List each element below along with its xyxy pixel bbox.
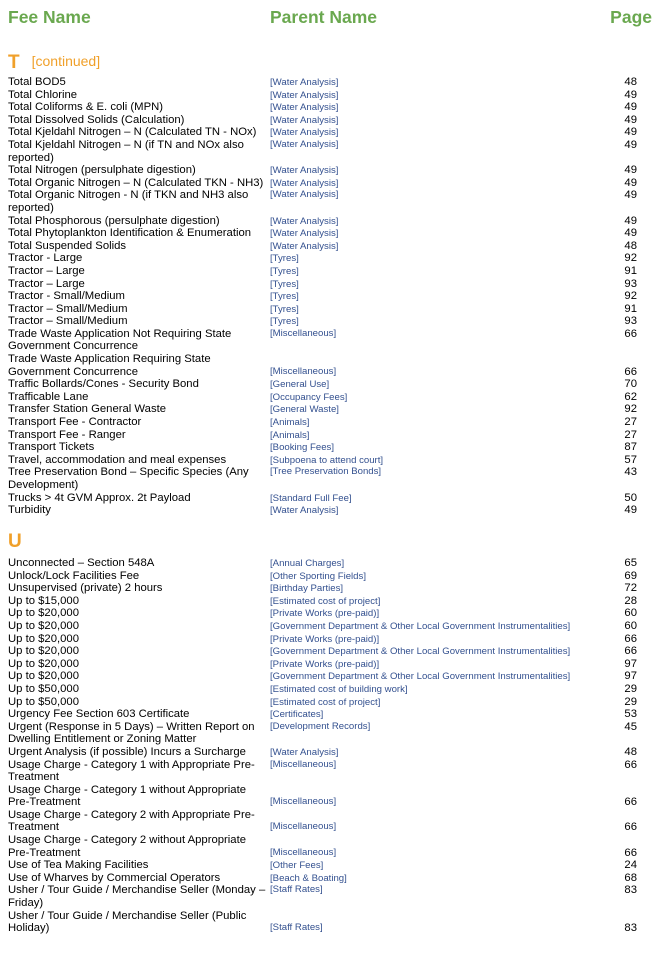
- fee-name: Total Organic Nitrogen – N (Calculated TKN - NH3): [8, 176, 264, 189]
- table-row: [0, 466, 670, 491]
- fee-name: Urgent Analysis (if possible) Incurs a Surcharge: [8, 745, 246, 758]
- page-number: 49: [624, 189, 637, 202]
- fee-name: Traffic Bollards/Cones - Security Bond: [8, 378, 199, 391]
- fee-name: Up to $20,000: [8, 632, 79, 645]
- table-row: [0, 416, 670, 429]
- fee-name: Up to $20,000: [8, 645, 79, 658]
- parent-name: [Private Works (pre-paid)]: [270, 608, 380, 620]
- table-row: [0, 910, 670, 935]
- table-row: [0, 89, 670, 102]
- table-row: [0, 658, 670, 671]
- page-number: 49: [624, 88, 637, 101]
- parent-name: [Estimated cost of project]: [270, 595, 381, 607]
- column-header: [0, 7, 670, 31]
- parent-name: [Tyres]: [270, 278, 299, 290]
- parent-name: [Water Analysis]: [270, 189, 339, 201]
- fee-rows: [0, 557, 670, 935]
- parent-name: [Staff Rates]: [270, 884, 323, 896]
- page-number: 72: [624, 582, 637, 595]
- fee-name: Usher / Tour Guide / Merchandise Seller (Monday – Friday): [8, 884, 266, 910]
- parent-name: [Government Department & Other Local Government Instrumentalities]: [270, 646, 571, 658]
- fee-name: Usage Charge - Category 2 with Appropriate Pre-Treatment: [8, 808, 255, 834]
- table-row: [0, 227, 670, 240]
- page-number: 65: [624, 557, 637, 569]
- parent-name: [Water Analysis]: [270, 746, 339, 758]
- table-row: [0, 126, 670, 139]
- page-number: 27: [624, 428, 637, 441]
- section-letter: T: [8, 52, 20, 73]
- page-number: 48: [624, 76, 637, 88]
- page-number: 48: [624, 745, 637, 758]
- parent-name: [Tyres]: [270, 303, 299, 315]
- page-number: 43: [624, 466, 637, 479]
- parent-name: [Beach & Boating]: [270, 872, 347, 884]
- page-number: 66: [624, 327, 637, 340]
- table-row: [0, 670, 670, 683]
- page-number: 28: [624, 594, 637, 607]
- parent-name: [Miscellaneous]: [270, 796, 337, 808]
- table-row: [0, 403, 670, 416]
- page-number: 66: [624, 796, 637, 809]
- parent-name: [Miscellaneous]: [270, 758, 337, 770]
- page-number: 50: [624, 491, 637, 504]
- parent-name: [Tyres]: [270, 316, 299, 328]
- table-row: [0, 429, 670, 442]
- table-row: [0, 872, 670, 885]
- table-row: [0, 884, 670, 909]
- page-number: 62: [624, 390, 637, 403]
- table-row: [0, 595, 670, 608]
- table-row: [0, 620, 670, 633]
- fee-name: Total BOD5: [8, 76, 66, 88]
- parent-name-header: Parent Name: [270, 7, 377, 27]
- page-number: 53: [624, 708, 637, 721]
- page-number: 66: [624, 645, 637, 658]
- page-number: 66: [624, 846, 637, 859]
- page-number: 91: [624, 264, 637, 277]
- fee-name: Up to $50,000: [8, 682, 79, 695]
- fee-name: Total Dissolved Solids (Calculation): [8, 113, 185, 126]
- page-header: Page: [610, 7, 652, 27]
- fee-name: Up to $15,000: [8, 594, 79, 607]
- table-row: [0, 278, 670, 291]
- fee-name: Tractor – Large: [8, 264, 85, 277]
- table-row: [0, 557, 670, 570]
- fee-name: Up to $20,000: [8, 607, 79, 620]
- fee-name: Transport Fee - Contractor: [8, 416, 142, 429]
- section-heading: [8, 52, 100, 76]
- parent-name: [Miscellaneous]: [270, 821, 337, 833]
- page-number: 83: [624, 884, 637, 897]
- parent-name: [Miscellaneous]: [270, 846, 337, 858]
- page-number: 70: [624, 378, 637, 391]
- page-number: 29: [624, 682, 637, 695]
- fee-name: Usage Charge - Category 1 without Appropriate Pre-Treatment: [8, 783, 246, 809]
- table-row: [0, 164, 670, 177]
- page-number: 68: [624, 871, 637, 884]
- table-row: [0, 645, 670, 658]
- table-row: [0, 746, 670, 759]
- table-row: [0, 834, 670, 859]
- fee-name: Travel, accommodation and meal expenses: [8, 453, 227, 466]
- table-row: [0, 139, 670, 164]
- table-row: [0, 177, 670, 190]
- fee-name: Usage Charge - Category 2 without Appropriate Pre-Treatment: [8, 834, 246, 859]
- fee-name: Tractor – Large: [8, 277, 85, 290]
- page-number: 83: [624, 922, 637, 935]
- page-number: 45: [624, 720, 637, 733]
- fee-rows: [0, 76, 670, 517]
- parent-name: [Water Analysis]: [270, 240, 339, 252]
- table-row: [0, 303, 670, 316]
- page-number: 91: [624, 302, 637, 315]
- page-number: 92: [624, 290, 637, 303]
- table-row: [0, 582, 670, 595]
- page-number: 49: [624, 504, 637, 517]
- parent-name: [Other Fees]: [270, 860, 324, 872]
- fee-name: Usage Charge - Category 1 with Appropriate Pre-Treatment: [8, 758, 255, 784]
- table-row: [0, 633, 670, 646]
- page-number: 87: [624, 441, 637, 454]
- table-row: [0, 441, 670, 454]
- fee-name: Unlock/Lock Facilities Fee: [8, 569, 140, 582]
- table-row: [0, 265, 670, 278]
- page-number: 24: [624, 859, 637, 872]
- page-number: 93: [624, 315, 637, 328]
- page-number: 97: [624, 670, 637, 683]
- fee-name: Total Kjeldahl Nitrogen – N (if TN and NOx also reported): [8, 138, 244, 164]
- table-row: [0, 492, 670, 505]
- table-row: [0, 721, 670, 746]
- parent-name: [Miscellaneous]: [270, 327, 337, 339]
- fee-name: Up to $20,000: [8, 619, 79, 632]
- fee-name: Trafficable Lane: [8, 390, 89, 403]
- page-number: 93: [624, 277, 637, 290]
- parent-name: [Tyres]: [270, 265, 299, 277]
- table-row: [0, 454, 670, 467]
- parent-name: [Booking Fees]: [270, 442, 334, 454]
- page-number: 66: [624, 821, 637, 834]
- table-row: [0, 378, 670, 391]
- fee-name: Tractor – Small/Medium: [8, 302, 128, 315]
- parent-name: [Water Analysis]: [270, 177, 339, 189]
- fee-name: Urgent (Response in 5 Days) – Written Report on Dwelling Entitlement or Zoning Matter: [8, 720, 255, 746]
- parent-name: [Birthday Parties]: [270, 583, 344, 595]
- page-number: 49: [624, 113, 637, 126]
- page-number: 49: [624, 227, 637, 240]
- table-row: [0, 76, 670, 89]
- parent-name: [Other Sporting Fields]: [270, 570, 366, 582]
- parent-name: [Animals]: [270, 429, 310, 441]
- parent-name: [Water Analysis]: [270, 127, 339, 139]
- fee-name: Total Coliforms & E. coli (MPN): [8, 101, 164, 114]
- parent-name: [Water Analysis]: [270, 89, 339, 101]
- fee-name: Tree Preservation Bond – Specific Species (Any Development): [8, 466, 249, 491]
- fee-name: Total Nitrogen (persulphate digestion): [8, 164, 196, 177]
- fee-name: Total Chlorine: [8, 88, 78, 101]
- table-row: [0, 759, 670, 784]
- fee-name: Unsupervised (private) 2 hours: [8, 582, 163, 595]
- page-number: 49: [624, 164, 637, 177]
- table-row: [0, 696, 670, 709]
- page-number: 49: [624, 126, 637, 139]
- parent-name: [Tree Preservation Bonds]: [270, 466, 382, 478]
- page-number: 66: [624, 632, 637, 645]
- page-number: 60: [624, 619, 637, 632]
- parent-name: [Water Analysis]: [270, 505, 339, 517]
- fee-name: Total Phosphorous (persulphate digestion): [8, 214, 220, 227]
- fee-name: Transport Fee - Ranger: [8, 428, 126, 441]
- parent-name: [Animals]: [270, 417, 310, 429]
- page-number: 57: [624, 453, 637, 466]
- table-row: [0, 353, 670, 378]
- parent-name: [Certificates]: [270, 709, 324, 721]
- parent-name: [Private Works (pre-paid)]: [270, 633, 380, 645]
- table-row: [0, 315, 670, 328]
- parent-name: [Subpoena to attend court]: [270, 454, 384, 466]
- fee-name: Trucks > 4t GVM Approx. 2t Payload: [8, 491, 191, 504]
- fee-name-header: Fee Name: [8, 7, 91, 27]
- page-number: 97: [624, 657, 637, 670]
- parent-name: [Annual Charges]: [270, 558, 345, 569]
- page-number: 69: [624, 569, 637, 582]
- table-row: [0, 252, 670, 265]
- page-number: 49: [624, 101, 637, 114]
- table-row: [0, 240, 670, 253]
- fee-name: Urgency Fee Section 603 Certificate: [8, 708, 190, 721]
- parent-name: [Development Records]: [270, 720, 371, 732]
- fee-name: Use of Wharves by Commercial Operators: [8, 871, 221, 884]
- fee-name: Tractor - Large: [8, 252, 83, 265]
- fee-name: Trade Waste Application Requiring State Government Concurrence: [8, 353, 211, 378]
- fee-name: Total Organic Nitrogen - N (if TKN and NH3 also reported): [8, 189, 249, 214]
- page-number: 92: [624, 403, 637, 416]
- table-row: [0, 504, 670, 517]
- fee-name: Tractor - Small/Medium: [8, 290, 125, 303]
- fee-name: Total Phytoplankton Identification & Enumeration: [8, 227, 252, 240]
- table-row: [0, 290, 670, 303]
- page-number: 29: [624, 695, 637, 708]
- parent-name: [Private Works (pre-paid)]: [270, 658, 380, 670]
- fee-name: Up to $20,000: [8, 657, 79, 670]
- table-row: [0, 708, 670, 721]
- table-row: [0, 859, 670, 872]
- table-row: [0, 391, 670, 404]
- fee-name: Trade Waste Application Not Requiring State Government Concurrence: [8, 327, 232, 353]
- table-row: [0, 215, 670, 228]
- page-number: 66: [624, 365, 637, 378]
- table-row: [0, 189, 670, 214]
- table-row: [0, 784, 670, 809]
- fee-name: Up to $50,000: [8, 695, 79, 708]
- section-letter: U: [8, 531, 22, 552]
- page-number: 48: [624, 239, 637, 252]
- parent-name: [Miscellaneous]: [270, 365, 337, 377]
- parent-name: [Estimated cost of building work]: [270, 683, 408, 695]
- parent-name: [Standard Full Fee]: [270, 492, 352, 504]
- page-number: 49: [624, 138, 637, 151]
- parent-name: [Water Analysis]: [270, 114, 339, 126]
- page-number: 49: [624, 214, 637, 227]
- table-row: [0, 101, 670, 114]
- page-number: 66: [624, 758, 637, 771]
- parent-name: [Government Department & Other Local Government Instrumentalities]: [270, 671, 571, 683]
- table-row: [0, 683, 670, 696]
- page-number: 92: [624, 252, 637, 265]
- fee-name: Unconnected – Section 548A: [8, 557, 155, 569]
- parent-name: [Government Department & Other Local Government Instrumentalities]: [270, 620, 571, 632]
- table-row: [0, 607, 670, 620]
- parent-name: [Staff Rates]: [270, 922, 323, 934]
- parent-name: [Occupancy Fees]: [270, 391, 348, 403]
- section-heading: [8, 531, 22, 555]
- parent-name: [General Waste]: [270, 404, 339, 416]
- parent-name: [General Use]: [270, 379, 330, 391]
- page-number: 60: [624, 607, 637, 620]
- parent-name: [Water Analysis]: [270, 77, 339, 88]
- section-continued-label: [continued]: [31, 53, 101, 69]
- fee-name: Up to $20,000: [8, 670, 79, 683]
- table-row: [0, 809, 670, 834]
- fee-name: Total Suspended Solids: [8, 239, 127, 252]
- fee-name: Transfer Station General Waste: [8, 403, 167, 416]
- fee-name: Tractor – Small/Medium: [8, 315, 128, 328]
- page-number: 27: [624, 416, 637, 429]
- parent-name: [Estimated cost of project]: [270, 696, 381, 708]
- fee-name: Use of Tea Making Facilities: [8, 859, 149, 872]
- fee-name: Total Kjeldahl Nitrogen – N (Calculated TN - NOx): [8, 126, 257, 139]
- parent-name: [Water Analysis]: [270, 165, 339, 177]
- parent-name: [Water Analysis]: [270, 215, 339, 227]
- fee-name: Turbidity: [8, 504, 51, 517]
- parent-name: [Water Analysis]: [270, 138, 339, 150]
- fee-name: Transport Tickets: [8, 441, 95, 454]
- table-row: [0, 328, 670, 353]
- parent-name: [Tyres]: [270, 253, 299, 265]
- fee-name: Usher / Tour Guide / Merchandise Seller (Public Holiday): [8, 909, 247, 935]
- table-row: [0, 114, 670, 127]
- parent-name: [Water Analysis]: [270, 102, 339, 114]
- page-number: 49: [624, 176, 637, 189]
- parent-name: [Tyres]: [270, 291, 299, 303]
- parent-name: [Water Analysis]: [270, 228, 339, 240]
- table-row: [0, 570, 670, 583]
